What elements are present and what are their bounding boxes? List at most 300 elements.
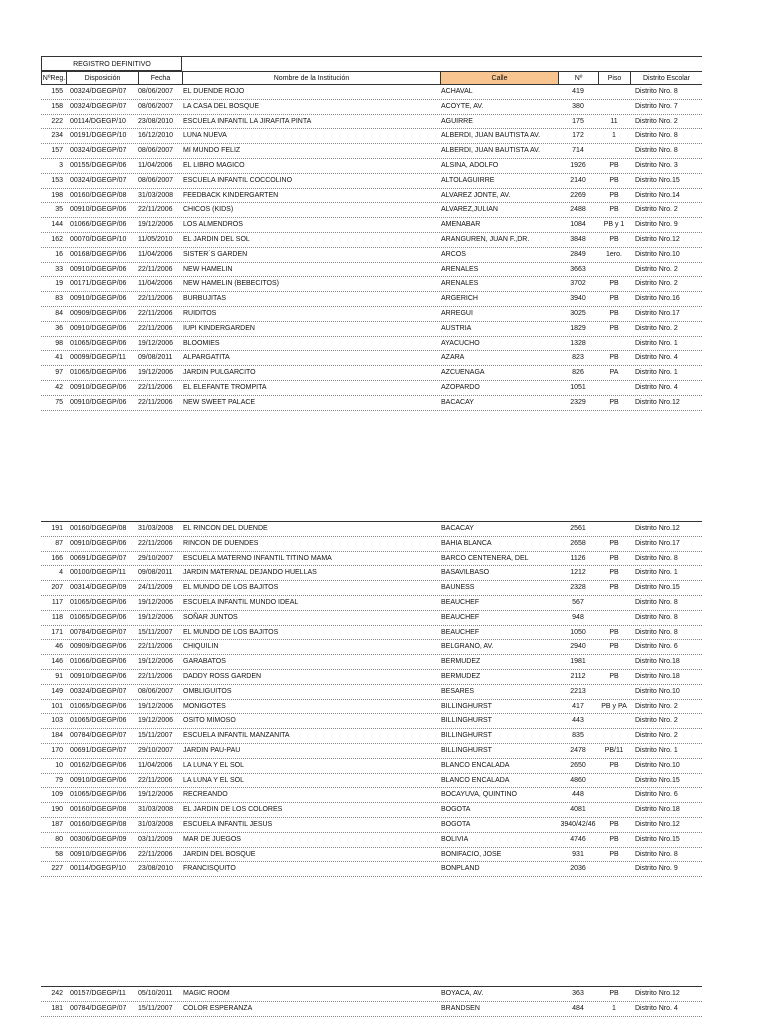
cell-street-number: 448 [572,791,584,799]
table-row [41,803,702,818]
cell-calle: BAUNESS [441,584,475,592]
cell-distrito: Distrito Nro. 6 [635,791,678,799]
cell-reg-number: 170 [51,746,63,754]
cell-reg-number: 184 [51,732,63,740]
header-nreg: NºReg. [41,72,66,84]
cell-fecha: 19/12/2006 [138,613,174,621]
table-row [41,292,702,307]
cell-calle: ARCOS [441,250,466,258]
cell-fecha: 19/12/2006 [138,658,174,666]
cell-institucion-name: EL MUNDO DE LOS BAJITOS [183,628,279,636]
cell-piso: PB [609,990,619,997]
cell-reg-number: 36 [55,324,63,332]
cell-distrito: Distrito Nro.15 [635,584,680,592]
cell-street-number: 826 [572,369,584,377]
cell-reg-number: 162 [51,235,63,243]
cell-street-number: 3663 [570,265,586,273]
cell-distrito: Distrito Nro.15 [635,776,680,784]
cell-reg-number: 75 [55,398,63,406]
cell-distrito: Distrito Nro.18 [635,672,680,680]
cell-disposicion: 00784/DGEGP/07 [70,1004,127,1012]
cell-institucion-name: OSITO MIMOSO [183,717,236,725]
cell-institucion-name: ESCUELA INFANTIL JESUS [183,820,273,828]
cell-reg-number: 35 [55,206,63,214]
cell-street-number: 1050 [570,628,586,636]
table-row [41,848,702,863]
cell-piso: PB [609,161,619,169]
cell-calle: BOYACA, AV. [441,990,484,997]
cell-institucion-name: EL LIBRO MAGICO [183,161,245,169]
cell-calle: AYACUCHO [441,339,480,347]
cell-disposicion: 00114/DGEGP/10 [70,117,126,125]
table-row [41,85,702,100]
cell-institucion-name: EL MUNDO DE LOS BAJITOS [183,584,279,592]
cell-calle: BELGRANO, AV. [441,643,494,651]
cell-calle: ALBERDI, JUAN BAUTISTA AV. [441,132,541,140]
cell-fecha: 19/12/2006 [138,598,174,606]
cell-institucion-name: OMBLIGUITOS [183,687,232,695]
cell-disposicion: 01065/DGEGP/06 [70,791,127,799]
cell-reg-number: 153 [51,176,63,184]
table-row [41,337,702,352]
cell-calle: ARENALES [441,280,479,288]
cell-piso: PB [609,584,619,592]
cell-fecha: 11/05/2010 [138,235,173,243]
cell-fecha: 31/03/2008 [138,525,174,532]
cell-reg-number: 42 [55,383,63,391]
cell-disposicion: 00306/DGEGP/09 [70,835,127,843]
cell-calle: ARREGUI [441,309,473,317]
cell-institucion-name: DADDY ROSS GARDEN [183,672,262,680]
cell-street-number: 823 [572,354,584,362]
table-row [41,248,702,263]
cell-fecha: 29/10/2007 [138,554,174,562]
cell-calle: AMENABAR [441,221,481,229]
cell-street-number: 4860 [570,776,586,784]
cell-piso: PB [609,398,619,406]
cell-calle: BASAVILBASO [441,569,490,577]
cell-piso [598,522,630,536]
cell-street-number: 417 [572,702,584,710]
cell-reg-number: 98 [55,339,63,347]
cell-distrito: Distrito Nro. 2 [635,206,678,214]
cell-fecha: 19/12/2006 [138,339,174,347]
cell-calle: ACHAVAL [441,88,473,95]
cell-calle: BOLIVIA [441,835,469,843]
header-nombre: Nombre de la Institución [182,72,440,84]
cell-disposicion: 00160/DGEGP/08 [70,525,127,532]
cell-piso [598,655,630,669]
table-row [41,537,702,552]
cell-calle: BEAUCHEF [441,613,480,621]
cell-institucion-name: SISTER´S GARDEN [183,250,248,258]
table-row [41,159,702,174]
cell-fecha: 11/04/2006 [138,250,173,258]
cell-institucion-name: FRANCISQUITO [183,865,236,873]
table-row [41,522,702,537]
cell-distrito: Distrito Nro. 4 [635,1004,678,1012]
cell-disposicion: 00910/DGEGP/06 [70,398,127,406]
table-row [41,351,702,366]
cell-street-number: 1212 [570,569,586,577]
cell-street-number: 3025 [570,309,586,317]
cell-disposicion: 01065/DGEGP/06 [70,339,127,347]
cell-disposicion: 00691/DGEGP/07 [70,554,127,562]
cell-piso: PB [609,235,619,243]
cell-street-number: 2658 [570,539,586,547]
cell-distrito: Distrito Nro. 7 [635,102,678,110]
cell-piso [598,714,630,728]
cell-disposicion: 00910/DGEGP/06 [70,206,127,214]
header-numero: Nº [558,72,598,84]
cell-reg-number: 190 [51,806,63,814]
cell-distrito: Distrito Nro. 3 [635,161,678,169]
cell-disposicion: 00324/DGEGP/07 [70,176,127,184]
table-row [41,203,702,218]
cell-distrito: Distrito Nro.15 [635,835,680,843]
cell-institucion-name: ESCUELA INFANTIL LA JIRAFITA PINTA [183,117,312,125]
cell-street-number: 419 [572,88,584,95]
cell-fecha: 31/03/2008 [138,806,174,814]
cell-street-number: 948 [572,613,584,621]
cell-fecha: 15/11/2007 [138,732,173,740]
cell-institucion-name: EL JARDIN DEL SOL [183,235,250,243]
cell-piso: 11 [610,117,618,125]
cell-distrito: Distrito Nro.15 [635,176,680,184]
cell-street-number: 931 [572,850,584,858]
table-row [41,655,702,670]
cell-calle: BLANCO ENCALADA [441,761,510,769]
cell-disposicion: 00162/DGEGP/06 [70,761,127,769]
table-row [41,552,702,567]
cell-piso: PB [609,280,619,288]
cell-distrito: Distrito Nro.12 [635,525,680,532]
cell-institucion-name: EL RINCON DEL DUENDE [183,525,268,532]
cell-calle: ALBERDI, JUAN BAUTISTA AV. [441,147,541,155]
table-row [41,670,702,685]
cell-piso: PB [609,835,619,843]
cell-street-number: 2849 [570,250,586,258]
cell-institucion-name: JARDIN DEL BOSQUE [183,850,256,858]
cell-reg-number: 155 [51,88,63,95]
cell-institucion-name: EL JARDIN DE LOS COLORES [183,806,283,814]
cell-institucion-name: IUPI KINDERGARDEN [183,324,255,332]
cell-disposicion: 00100/DGEGP/11 [70,569,126,577]
cell-disposicion: 00909/DGEGP/06 [70,643,127,651]
cell-reg-number: 227 [51,865,63,873]
cell-disposicion: 01065/DGEGP/06 [70,702,127,710]
cell-reg-number: 103 [51,717,63,725]
cell-distrito: Distrito Nro. 2 [635,717,678,725]
table-row [41,566,702,581]
cell-distrito: Distrito Nro.12 [635,990,680,997]
cell-reg-number: 242 [51,990,63,997]
cell-institucion-name: JARDIN MATERNAL DEJANDO HUELLAS [183,569,317,577]
cell-distrito: Distrito Nro.17 [635,309,680,317]
cell-distrito: Distrito Nro.12 [635,235,680,243]
header-fecha: Fecha [138,72,182,84]
cell-calle: ARGERICH [441,295,478,303]
table-row [41,189,702,204]
cell-distrito: Distrito Nro.12 [635,820,680,828]
table-row [41,277,702,292]
cell-street-number: 714 [572,147,584,155]
cell-street-number: 1051 [570,383,586,391]
cell-reg-number: 234 [51,132,63,140]
cell-disposicion: 00910/DGEGP/06 [70,776,127,784]
cell-fecha: 03/11/2009 [138,835,173,843]
cell-fecha: 23/08/2010 [138,865,174,873]
cell-distrito: Distrito Nro. 1 [635,569,678,577]
cell-disposicion: 01065/DGEGP/06 [70,598,127,606]
cell-fecha: 31/03/2008 [138,191,174,199]
cell-fecha: 19/12/2006 [138,702,174,710]
cell-distrito: Distrito Nro.14 [635,191,680,199]
cell-disposicion: 00910/DGEGP/06 [70,383,127,391]
cell-fecha: 08/06/2007 [138,88,174,95]
cell-institucion-name: NEW SWEET PALACE [183,398,256,406]
cell-reg-number: 207 [51,584,63,592]
cell-fecha: 24/11/2009 [138,584,173,592]
cell-street-number: 3848 [570,235,586,243]
table-row [41,685,702,700]
cell-disposicion: 00160/DGEGP/08 [70,191,127,199]
cell-reg-number: 181 [51,1004,63,1012]
cell-reg-number: 118 [51,613,63,621]
cell-piso: PB/11 [604,746,624,754]
table-header [41,71,702,85]
table-row [41,396,702,411]
cell-fecha: 08/06/2007 [138,176,174,184]
cell-street-number: 172 [572,132,584,140]
cell-distrito: Distrito Nro. 2 [635,117,678,125]
cell-street-number: 3702 [570,280,586,288]
cell-street-number: 835 [572,732,584,740]
cell-piso: PB [609,850,619,858]
cell-piso [598,100,630,114]
table-row [41,640,702,655]
cell-distrito: Distrito Nro. 8 [635,132,678,140]
cell-institucion-name: GARABATOS [183,658,226,666]
cell-reg-number: 101 [51,702,63,710]
caption-spacer [181,56,702,71]
cell-street-number: 1926 [570,161,586,169]
cell-institucion-name: ALPARGATITA [183,354,230,362]
cell-calle: BARCO CENTENERA, DEL [441,554,529,562]
cell-calle: BONPLAND [441,865,480,873]
cell-street-number: 1126 [570,554,586,562]
cell-disposicion: 00171/DGEGP/06 [70,280,127,288]
cell-institucion-name: LUNA NUEVA [183,132,227,140]
table-row [41,366,702,381]
table-row [41,729,702,744]
cell-reg-number: 144 [51,221,63,229]
cell-street-number: 2940 [570,643,586,651]
cell-disposicion: 00314/DGEGP/09 [70,584,127,592]
cell-distrito: Distrito Nro. 8 [635,147,678,155]
table-row [41,581,702,596]
cell-distrito: Distrito Nro. 2 [635,702,678,710]
cell-institucion-name: CHICOS (KIDS) [183,206,234,214]
cell-distrito: Distrito Nro.16 [635,295,680,303]
cell-piso: 1 [612,132,616,140]
cell-calle: ARANGUREN, JUAN F.,DR. [441,235,530,243]
cell-fecha: 22/11/2006 [138,398,173,406]
cell-distrito: Distrito Nro. 4 [635,383,678,391]
cell-street-number: 2140 [570,176,586,184]
cell-institucion-name: BURBUJITAS [183,295,227,303]
cell-fecha: 29/10/2007 [138,746,174,754]
cell-disposicion: 00324/DGEGP/07 [70,147,127,155]
cell-disposicion: 00910/DGEGP/06 [70,265,127,273]
table-row [41,700,702,715]
cell-piso: PB [609,539,619,547]
cell-fecha: 16/12/2010 [138,132,174,140]
cell-piso [598,144,630,158]
table-row [41,744,702,759]
cell-institucion-name: LA LUNA Y EL SOL [183,761,244,769]
cell-fecha: 22/11/2006 [138,309,173,317]
cell-calle: BILLINGHURST [441,717,492,725]
cell-calle: BOGOTA [441,820,471,828]
cell-street-number: 484 [572,1004,584,1012]
cell-disposicion: 00784/DGEGP/07 [70,732,127,740]
cell-disposicion: 00910/DGEGP/06 [70,324,127,332]
cell-institucion-name: EL ELEFANTE TROMPITA [183,383,267,391]
cell-calle: ALVAREZ JONTE, AV. [441,191,511,199]
table-row [41,174,702,189]
cell-street-number: 3940/42/46 [560,820,596,828]
table-row [41,218,702,233]
cell-fecha: 19/12/2006 [138,717,174,725]
cell-disposicion: 01065/DGEGP/06 [70,717,127,725]
cell-calle: AGUIRRE [441,117,473,125]
cell-street-number: 2328 [570,584,586,592]
cell-fecha: 22/11/2006 [138,776,173,784]
cell-institucion-name: NEW HAMELIN (BEBECITOS) [183,280,279,288]
cell-disposicion: 00324/DGEGP/07 [70,687,127,695]
cell-distrito: Distrito Nro. 1 [635,746,678,754]
cell-fecha: 22/11/2006 [138,643,173,651]
cell-fecha: 11/04/2006 [138,161,173,169]
cell-reg-number: 79 [55,776,63,784]
cell-distrito: Distrito Nro. 8 [635,598,678,606]
cell-piso [598,381,630,395]
cell-calle: AZOPARDO [441,383,480,391]
cell-street-number: 2213 [570,687,586,695]
cell-disposicion: 00910/DGEGP/06 [70,295,127,303]
cell-disposicion: 00691/DGEGP/07 [70,746,127,754]
cell-distrito: Distrito Nro.12 [635,398,680,406]
cell-reg-number: 19 [55,280,63,288]
cell-piso: PB [609,820,619,828]
header-calle: Calle [440,72,558,84]
table-row [41,788,702,803]
cell-institucion-name: SOÑAR JUNTOS [183,613,238,621]
cell-fecha: 11/04/2006 [138,280,173,288]
cell-fecha: 08/06/2007 [138,687,174,695]
cell-institucion-name: COLOR ESPERANZA [183,1004,253,1012]
cell-institucion-name: ESCUELA INFANTIL MANZANITA [183,732,290,740]
cell-disposicion: 00910/DGEGP/06 [70,850,127,858]
cell-street-number: 1328 [570,339,586,347]
cell-piso: PA [609,369,619,377]
cell-street-number: 2329 [570,398,586,406]
cell-disposicion: 00070/DGEGP/10 [70,235,127,243]
cell-disposicion: 00168/DGEGP/06 [70,250,127,258]
cell-calle: BERMUDEZ [441,658,481,666]
cell-disposicion: 00160/DGEGP/08 [70,806,127,814]
cell-piso: PB [609,324,619,332]
cell-disposicion: 01065/DGEGP/06 [70,369,127,377]
cell-calle: BILLINGHURST [441,732,492,740]
cell-disposicion: 01065/DGEGP/06 [70,613,127,621]
cell-disposicion: 00910/DGEGP/06 [70,672,127,680]
cell-street-number: 2561 [570,525,586,532]
cell-piso: PB [609,309,619,317]
cell-disposicion: 01066/DGEGP/06 [70,221,127,229]
cell-reg-number: 3 [59,161,63,169]
cell-fecha: 23/08/2010 [138,117,174,125]
cell-distrito: Distrito Nro. 9 [635,865,678,873]
cell-distrito: Distrito Nro.10 [635,687,680,695]
cell-institucion-name: CHIQUILIN [183,643,219,651]
cell-street-number: 1829 [570,324,586,332]
cell-reg-number: 198 [51,191,63,199]
cell-street-number: 3940 [570,295,586,303]
cell-calle: BERMUDEZ [441,672,481,680]
cell-street-number: 4746 [570,835,586,843]
cell-street-number: 2650 [570,761,586,769]
cell-calle: BONIFACIO, JOSE [441,850,502,858]
cell-reg-number: 83 [55,295,63,303]
cell-distrito: Distrito Nro. 8 [635,628,678,636]
cell-piso: PB [609,554,619,562]
cell-piso: PB y PA [601,702,627,710]
table-row [41,307,702,322]
cell-reg-number: 87 [55,539,63,547]
cell-street-number: 2112 [570,672,586,680]
header-distrito: Distrito Escolar [630,72,702,84]
cell-institucion-name: MAR DE JUEGOS [183,835,241,843]
cell-distrito: Distrito Nro.17 [635,539,680,547]
cell-fecha: 15/11/2007 [138,1004,173,1012]
cell-disposicion: 00099/DGEGP/11 [70,354,126,362]
cell-fecha: 19/12/2006 [138,791,174,799]
cell-reg-number: 58 [55,850,63,858]
cell-fecha: 09/08/2011 [138,569,173,577]
table-row [41,714,702,729]
cell-distrito: Distrito Nro. 2 [635,280,678,288]
cell-reg-number: 191 [51,525,63,532]
cell-institucion-name: NEW HAMELIN [183,265,233,273]
cell-institucion-name: MONIGOTES [183,702,226,710]
table-row [41,1002,702,1017]
cell-street-number: 2488 [570,206,586,214]
cell-institucion-name: ESCUELA INFANTIL MUNDO IDEAL [183,598,299,606]
cell-institucion-name: LA CASA DEL BOSQUE [183,102,259,110]
cell-street-number: 2269 [570,191,586,199]
cell-calle: BESARES [441,687,475,695]
cell-calle: BEAUCHEF [441,628,480,636]
table-row [41,774,702,789]
table-row [41,626,702,641]
cell-reg-number: 158 [51,102,63,110]
cell-reg-number: 4 [59,569,63,577]
cell-institucion-name: BLOOMIES [183,339,220,347]
cell-calle: BILLINGHURST [441,702,492,710]
cell-piso: PB [609,176,619,184]
